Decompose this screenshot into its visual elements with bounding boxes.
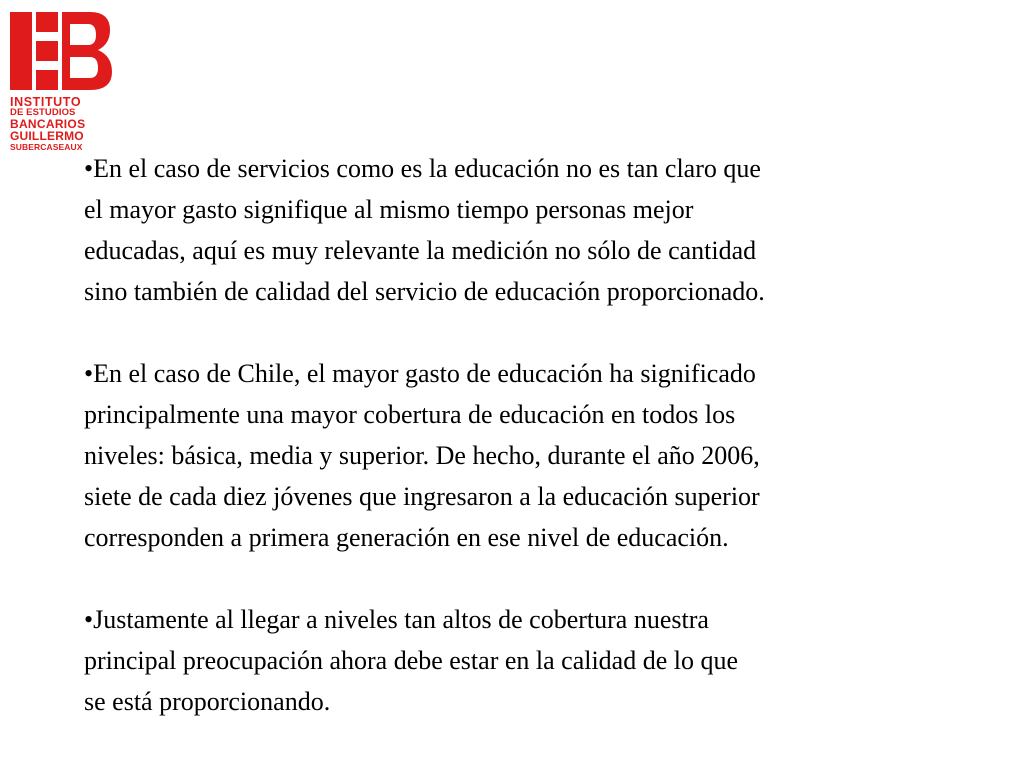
logo-line-4: GUILLERMO: [10, 129, 84, 143]
logo-line-1: INSTITUTO: [10, 95, 82, 109]
text-line: •En el caso de Chile, el mayor gasto de educación ha significado: [84, 359, 756, 388]
bullet-paragraph-2: [84, 353, 994, 558]
text-line: siete de cada diez jóvenes que ingresaron a la educación superior: [84, 482, 760, 511]
text-line: principalmente una mayor cobertura de educación en todos los: [84, 400, 736, 429]
text-line: sino también de calidad del servicio de educación proporcionado.: [84, 277, 765, 306]
text-line: niveles: básica, media y superior. De hecho, durante el año 2006,: [84, 441, 760, 470]
text-line: se está proporcionando.: [84, 687, 331, 716]
bullet-paragraph-1: [84, 148, 994, 312]
text-line: corresponden a primera generación en ese nivel de educación.: [84, 523, 729, 552]
slide-body: [84, 148, 994, 722]
logo-line-5: SUBERCASEAUX: [10, 142, 83, 152]
text-line: •Justamente al llegar a niveles tan altos de cobertura nuestra: [84, 605, 709, 634]
bullet-paragraph-3: [84, 599, 994, 722]
iebgs-logo-mark: [10, 12, 112, 90]
logo-line-2: DE ESTUDIOS: [10, 107, 76, 118]
text-line: educadas, aquí es muy relevante la medición no sólo de cantidad: [84, 236, 757, 265]
text-line: el mayor gasto signifique al mismo tiempo personas mejor: [84, 195, 694, 224]
text-line: principal preocupación ahora debe estar en la calidad de lo que: [84, 646, 739, 675]
logo-wordmark: [10, 96, 120, 152]
institute-logo: [10, 12, 130, 160]
logo-line-3: BANCARIOS: [10, 117, 86, 131]
text-line: •En el caso de servicios como es la educación no es tan claro que: [84, 154, 761, 183]
